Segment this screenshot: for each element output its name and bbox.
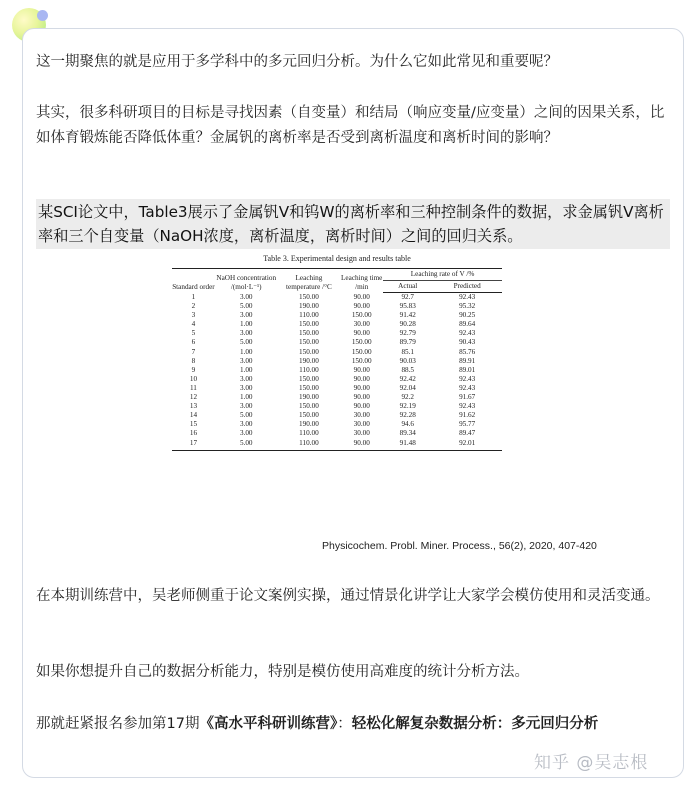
- table-cell: 150.00: [299, 292, 319, 301]
- table-cell: 90.00: [353, 374, 370, 383]
- table-row: [172, 348, 502, 357]
- table-cell: 3: [191, 311, 196, 320]
- table-cell: 92.43: [459, 383, 476, 392]
- table-cell: 89.34: [399, 429, 416, 438]
- table-cell: 12: [189, 393, 198, 402]
- table-cell: 150.00: [299, 411, 319, 420]
- table-cell: 13: [189, 402, 198, 411]
- table-cell: 110.00: [299, 365, 319, 374]
- col-header-naoh: NaOH concentration /(mol·L⁻¹): [216, 273, 277, 291]
- col-header-predicted: Predicted: [432, 281, 502, 293]
- table-cell: 1.00: [239, 320, 253, 329]
- table-cell: 92.79: [399, 329, 416, 338]
- table-cell: 92.28: [399, 411, 416, 420]
- table-cell: 3.00: [239, 429, 253, 438]
- ability-paragraph: 如果你想提升自己的数据分析能力，特别是模仿使用高难度的统计分析方法。: [36, 664, 529, 680]
- table-cell: 150.00: [299, 383, 319, 392]
- table-cell: 89.47: [459, 429, 476, 438]
- table-cell: 90.00: [353, 329, 370, 338]
- table-cell: 92.43: [459, 402, 476, 411]
- table-cell: 30.00: [353, 429, 370, 438]
- table-cell: 3.00: [239, 374, 253, 383]
- table-cell: 150.00: [299, 329, 319, 338]
- table-cell: 92.19: [399, 402, 416, 411]
- table-cell: 150.00: [299, 347, 319, 356]
- table-cell: 91.62: [459, 411, 476, 420]
- table-cell: 190.00: [299, 356, 319, 365]
- table-cell: 91.48: [383, 439, 432, 451]
- table-row: [172, 384, 502, 393]
- table-title: Table 3. Experimental design and results table: [263, 254, 411, 263]
- cta-topic: 轻松化解复杂数据分析：多元回归分析: [351, 716, 599, 732]
- table-cell: 7: [191, 347, 196, 356]
- table-row: [172, 293, 502, 303]
- table-cell: 89.79: [399, 338, 416, 347]
- table-cell: 3.00: [239, 402, 253, 411]
- table-cell: 90.28: [399, 320, 416, 329]
- table-cell: 5.00: [239, 411, 253, 420]
- table-row: [172, 411, 502, 420]
- table-row: [172, 329, 502, 338]
- table-body: [172, 293, 502, 451]
- table-cell: 110.00: [299, 311, 319, 320]
- table-cell: 110.00: [299, 429, 319, 438]
- table-cell: 90.00: [353, 383, 370, 392]
- table-cell: 30.00: [353, 411, 370, 420]
- table-cell: 92.7: [401, 293, 415, 301]
- table-cell: 3.00: [239, 420, 253, 429]
- camp-paragraph: 在本期训练营中，吴老师侧重于论文案例实操，通过情景化讲学让大家学会模仿使用和灵活变通。: [36, 588, 660, 604]
- table-cell: 90.43: [459, 338, 476, 347]
- table-cell: 1.00: [239, 393, 253, 402]
- table-cell: 89.64: [459, 320, 476, 329]
- table-cell: 5.00: [239, 338, 253, 347]
- table-cell: 150.00: [351, 356, 372, 365]
- table-cell: 92.43: [459, 329, 476, 338]
- table-cell: 90.00: [353, 365, 370, 374]
- table-cell: 11: [189, 383, 197, 392]
- table-citation: Physicochem. Probl. Miner. Process., 56(2), 2020, 407-420: [322, 540, 597, 552]
- table-cell: 90.03: [399, 356, 416, 365]
- highlight-block: 某SCI论文中，Table3展示了金属钒V和钨W的离析率和三种控制条件的数据，求金属钒V离析率和三个自变量（NaOH浓度，离析温度，离析时间）之间的回归关系。: [36, 199, 670, 249]
- table-cell: 110.00: [278, 439, 341, 451]
- table-cell: 15: [189, 420, 198, 429]
- table-row: [172, 439, 502, 451]
- results-table: [172, 269, 502, 451]
- table-cell: 150.00: [351, 347, 372, 356]
- table-cell: 92.43: [459, 374, 476, 383]
- zhihu-watermark: 知乎 @吴志根: [534, 753, 649, 773]
- table-cell: 30.00: [353, 420, 370, 429]
- table-cell: 150.00: [299, 402, 319, 411]
- table-cell: 3.00: [239, 292, 253, 301]
- table-cell: 17: [172, 439, 215, 451]
- table-cell: 95.83: [399, 302, 416, 311]
- table-cell: 150.00: [299, 374, 319, 383]
- table-cell: 5.00: [215, 439, 278, 451]
- table-row: [172, 338, 502, 347]
- table-cell: 89.91: [459, 356, 476, 365]
- table-cell: 90.00: [340, 439, 383, 451]
- table-cell: 90.25: [459, 311, 476, 320]
- table-cell: 4: [191, 320, 196, 329]
- table-cell: 94.6: [401, 420, 415, 429]
- table-cell: 3.00: [239, 383, 253, 392]
- table-cell: 150.00: [351, 338, 372, 347]
- col-header-order: Standard order: [172, 282, 215, 291]
- table-cell: 150.00: [299, 320, 319, 329]
- table-cell: 9: [191, 365, 196, 374]
- cta-prefix: 那就赶紧报名参加第17期: [36, 716, 200, 732]
- table-cell: 6: [191, 338, 196, 347]
- table-cell: 16: [189, 429, 198, 438]
- table-cell: 89.01: [459, 365, 476, 374]
- table-row: [172, 429, 502, 438]
- cta-title: 《高水平科研训练营》: [199, 716, 338, 732]
- table-cell: 85.76: [459, 347, 476, 356]
- table-row: [172, 311, 502, 320]
- intro-paragraph: 这一期聚焦的就是应用于多学科中的多元回归分析。为什么它如此常见和重要呢？: [36, 54, 558, 70]
- table-cell: 90.00: [353, 402, 370, 411]
- table-cell: 88.5: [401, 365, 415, 374]
- table-cell: 1: [191, 292, 196, 301]
- table-cell: 150.00: [299, 338, 319, 347]
- table-cell: 91.42: [399, 311, 416, 320]
- table-cell: 90.00: [353, 292, 370, 301]
- table-cell: 92.04: [399, 383, 416, 392]
- table-cell: 1.00: [239, 347, 253, 356]
- table-cell: 150.00: [351, 311, 372, 320]
- results-table-figure: [172, 253, 502, 451]
- table-cell: 5.00: [239, 302, 253, 311]
- table-cell: 95.77: [459, 420, 476, 429]
- col-header-actual: Actual: [383, 281, 432, 293]
- table-row: [172, 320, 502, 329]
- col-header-temp: Leaching temperature /°C: [286, 273, 332, 291]
- cta-paragraph: [36, 712, 672, 737]
- table-cell: 92.01: [432, 439, 502, 451]
- table-cell: 85.1: [401, 347, 415, 356]
- table-row: [172, 375, 502, 384]
- table-cell: 5: [191, 329, 196, 338]
- table-cell: 92.42: [399, 374, 416, 383]
- table-row: [172, 302, 502, 311]
- table-cell: 8: [191, 356, 196, 365]
- explain-paragraph: 其实，很多科研项目的目标是寻找因素（自变量）和结局（响应变量/应变量）之间的因果关系，比如体育锻炼能否降低体重？金属钒的离析率是否受到离析温度和离析时间的影响？: [36, 105, 665, 146]
- table-cell: 30.00: [353, 320, 370, 329]
- table-cell: 90.00: [353, 393, 370, 402]
- table-cell: 190.00: [299, 393, 319, 402]
- table-cell: 3.00: [239, 311, 253, 320]
- decorative-dot: [37, 10, 48, 21]
- table-row: [172, 366, 502, 375]
- table-cell: 2: [191, 302, 196, 311]
- table-cell: 92.2: [401, 393, 415, 402]
- table-cell: 3.00: [239, 329, 253, 338]
- table-cell: 95.32: [459, 302, 476, 311]
- table-cell: 14: [189, 411, 198, 420]
- table-cell: 90.00: [353, 302, 370, 311]
- table-row: [172, 393, 502, 402]
- col-header-time: Leaching time /min: [341, 273, 383, 291]
- table-cell: 91.67: [459, 393, 476, 402]
- table-cell: 92.43: [459, 293, 476, 301]
- table-cell: 3.00: [239, 356, 253, 365]
- table-cell: 190.00: [299, 420, 319, 429]
- table-cell: 10: [189, 374, 198, 383]
- table-cell: 1.00: [239, 365, 253, 374]
- table-row: [172, 420, 502, 429]
- table-row: [172, 357, 502, 366]
- table-row: [172, 402, 502, 411]
- col-header-rate: Leaching rate of V /%: [383, 269, 502, 281]
- cta-separator: ：: [337, 716, 352, 732]
- table-cell: 190.00: [299, 302, 319, 311]
